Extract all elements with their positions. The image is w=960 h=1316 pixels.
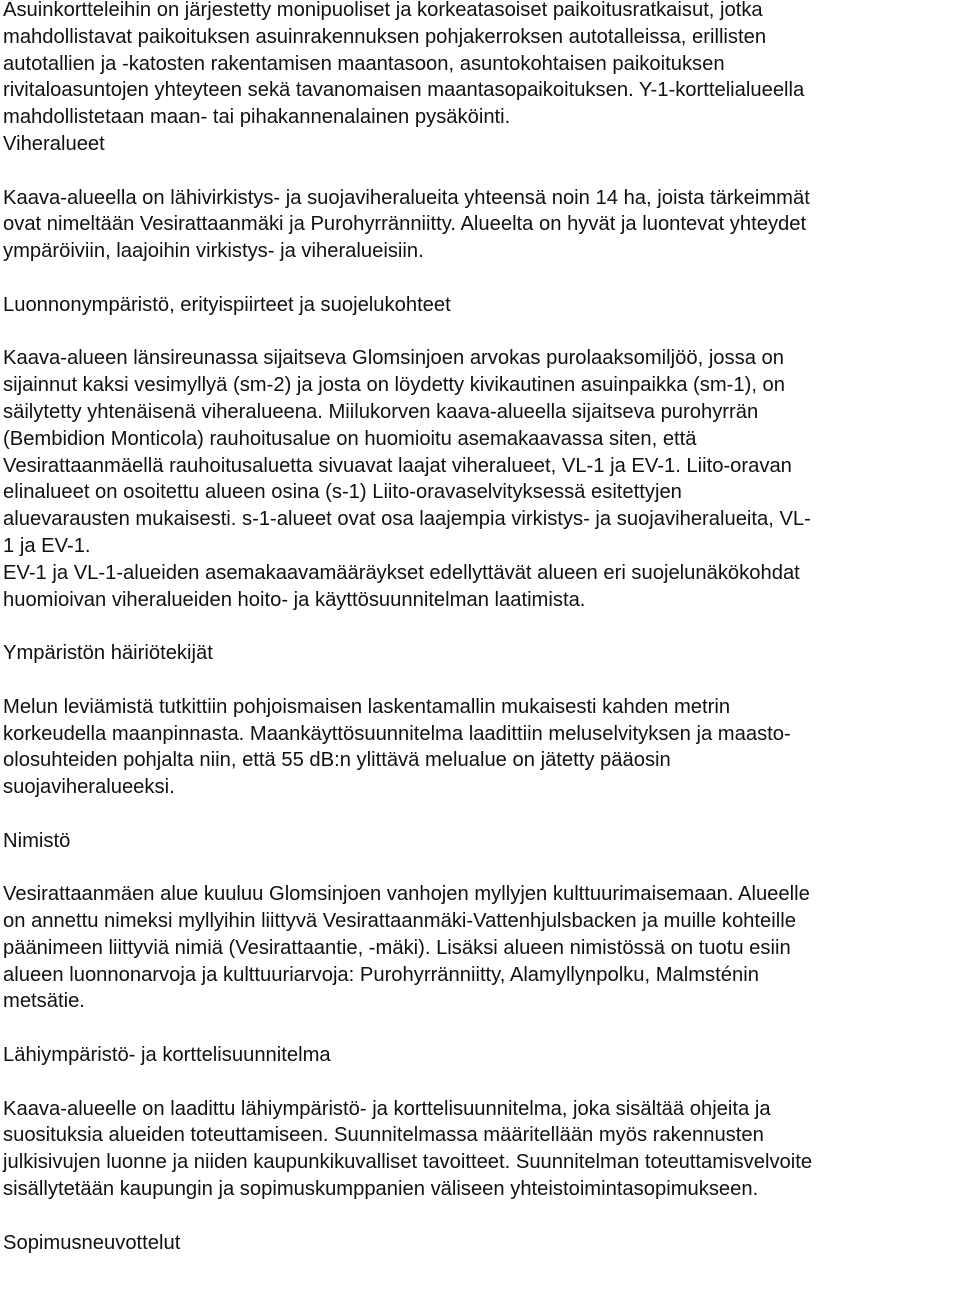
text-line: Vesirattaanmäellä rauhoitusaluetta sivuavat laajat viheralueet, VL-1 ja EV-1. Liito-oravan (3, 454, 792, 477)
text-line: suosituksia alueiden toteuttamiseen. Suunnitelmassa määritellään myös rakennusten (3, 1124, 764, 1147)
section-heading-sopimusneuvottelut: Sopimusneuvottelut (3, 1231, 181, 1254)
section-heading-luonnonymparisto: Luonnonympäristö, erityispiirteet ja suojelukohteet (3, 293, 451, 316)
spacer (3, 613, 957, 640)
spacer (3, 319, 957, 346)
text-line: sisällytetään kaupungin ja sopimuskumppanien väliseen yhteistoimintasopimukseen. (3, 1178, 759, 1201)
text-line: Vesirattaanmäen alue kuuluu Glomsinjoen vanhojen myllyjen kulttuurimaisemaan. Alueelle (3, 883, 810, 906)
text-line: aluevarausten mukaisesti. s-1-alueet ovat osa laajempia virkistys- ja suojaviheralueita, VL- (3, 508, 811, 531)
text-line: suojaviheralueeksi. (3, 776, 175, 799)
text-line: rivitaloasuntojen yhteyteen sekä tavanomaisen maantasopaikoituksen. Y-1-korttelialueella (3, 79, 805, 102)
text-line: alueen luonnonarvoja ja kulttuuriarvoja: Purohyrränniitty, Alamyllynpolku, Malmsténin (3, 963, 759, 986)
text-line: ovat nimeltään Vesirattaanmäki ja Purohyrränniitty. Alueelta on hyvät ja luontevat yhteydet (3, 213, 807, 236)
text-line: Kaava-alueelle on laadittu lähiympäristö- ja korttelisuunnitelma, joka sisältää ohjeita ja (3, 1097, 771, 1120)
paragraph-nature (3, 345, 957, 613)
text-line: päänimeen liittyviä nimiä (Vesirattaantie, -mäki). Lisäksi alueen nimistössä on tuotu esiin (3, 936, 791, 959)
document-page (3, 0, 957, 1256)
text-line: (Bembidion Monticola) rauhoitusalue on huomioitu asemakaavassa siten, että (3, 427, 697, 450)
section-heading-lahiymparisto: Lähiympäristö- ja korttelisuunnitelma (3, 1044, 331, 1067)
text-line: Kaava-alueella on lähivirkistys- ja suojaviheralueita yhteensä noin 14 ha, joista tärkeimmät (3, 186, 810, 209)
section-heading-nimisto: Nimistö (3, 829, 71, 852)
spacer (3, 1015, 957, 1042)
text-line: mahdollistetaan maan- tai pihakannenalainen pysäköinti. (3, 106, 511, 129)
text-line: elinalueet on osoitettu alueen osina (s-1) Liito-oravaselvityksessä esitettyjen (3, 481, 682, 504)
spacer (3, 801, 957, 828)
paragraph-naming (3, 881, 957, 1015)
text-line: mahdollistavat paikoituksen asuinrakennuksen pohjakerroksen autotalleissa, erillisten (3, 25, 767, 48)
text-line: korkeudella maanpinnasta. Maankäyttösuunnitelma laadittiin meluselvityksen ja maasto- (3, 722, 791, 745)
spacer (3, 1069, 957, 1096)
spacer (3, 1203, 957, 1230)
text-line: metsätie. (3, 990, 85, 1013)
section-heading-hairiotekijat: Ympäristön häiriötekijät (3, 642, 213, 665)
text-line: ympäröiviin, laajoihin virkistys- ja viheralueisiin. (3, 240, 424, 263)
text-line: 1 ja EV-1. (3, 534, 91, 557)
spacer (3, 667, 957, 694)
text-line: julkisivujen luonne ja niiden kaupunkikuvalliset tavoitteet. Suunnitelman toteuttamisvelvoite (3, 1151, 813, 1174)
text-line: huomioivan viheralueiden hoito- ja käyttösuunnitelman laatimista. (3, 588, 586, 611)
section-heading-viheralueet: Viheralueet (3, 132, 105, 155)
text-line: on annettu nimeksi myllyihin liittyvä Vesirattaanmäki-Vattenhjulsbacken ja muille kohteille (3, 910, 796, 933)
spacer (3, 855, 957, 882)
text-line: Kaava-alueen länsireunassa sijaitseva Glomsinjoen arvokas purolaaksomiljöö, jossa on (3, 347, 785, 370)
text-line: autotallien ja -katosten rakentamisen maantasoon, asuntokohtaisen paikoituksen (3, 52, 725, 75)
spacer (3, 265, 957, 292)
text-line: olosuhteiden pohjalta niin, että 55 dB:n ylittävä melualue on jätetty pääosin (3, 749, 671, 772)
paragraph-green-areas (3, 185, 957, 265)
paragraph-block-plan (3, 1096, 957, 1203)
text-line: Asuinkortteleihin on järjestetty monipuoliset ja korkeatasoiset paikoitusratkaisut, jotka (3, 0, 763, 21)
text-line: Melun leviämistä tutkittiin pohjoismaisen laskentamallin mukaisesti kahden metrin (3, 695, 731, 718)
paragraph-parking (3, 0, 957, 131)
text-line: säilytetty yhtenäisenä viheralueena. Miilukorven kaava-alueella sijaitseva purohyrrän (3, 400, 759, 423)
text-line: EV-1 ja VL-1-alueiden asemakaavamääräykset edellyttävät alueen eri suojelunäkökohdat (3, 561, 800, 584)
paragraph-noise (3, 694, 957, 801)
spacer (3, 158, 957, 185)
text-line: sijainnut kaksi vesimyllyä (sm-2) ja josta on löydetty kivikautinen asuinpaikka (sm-1), on (3, 374, 786, 397)
